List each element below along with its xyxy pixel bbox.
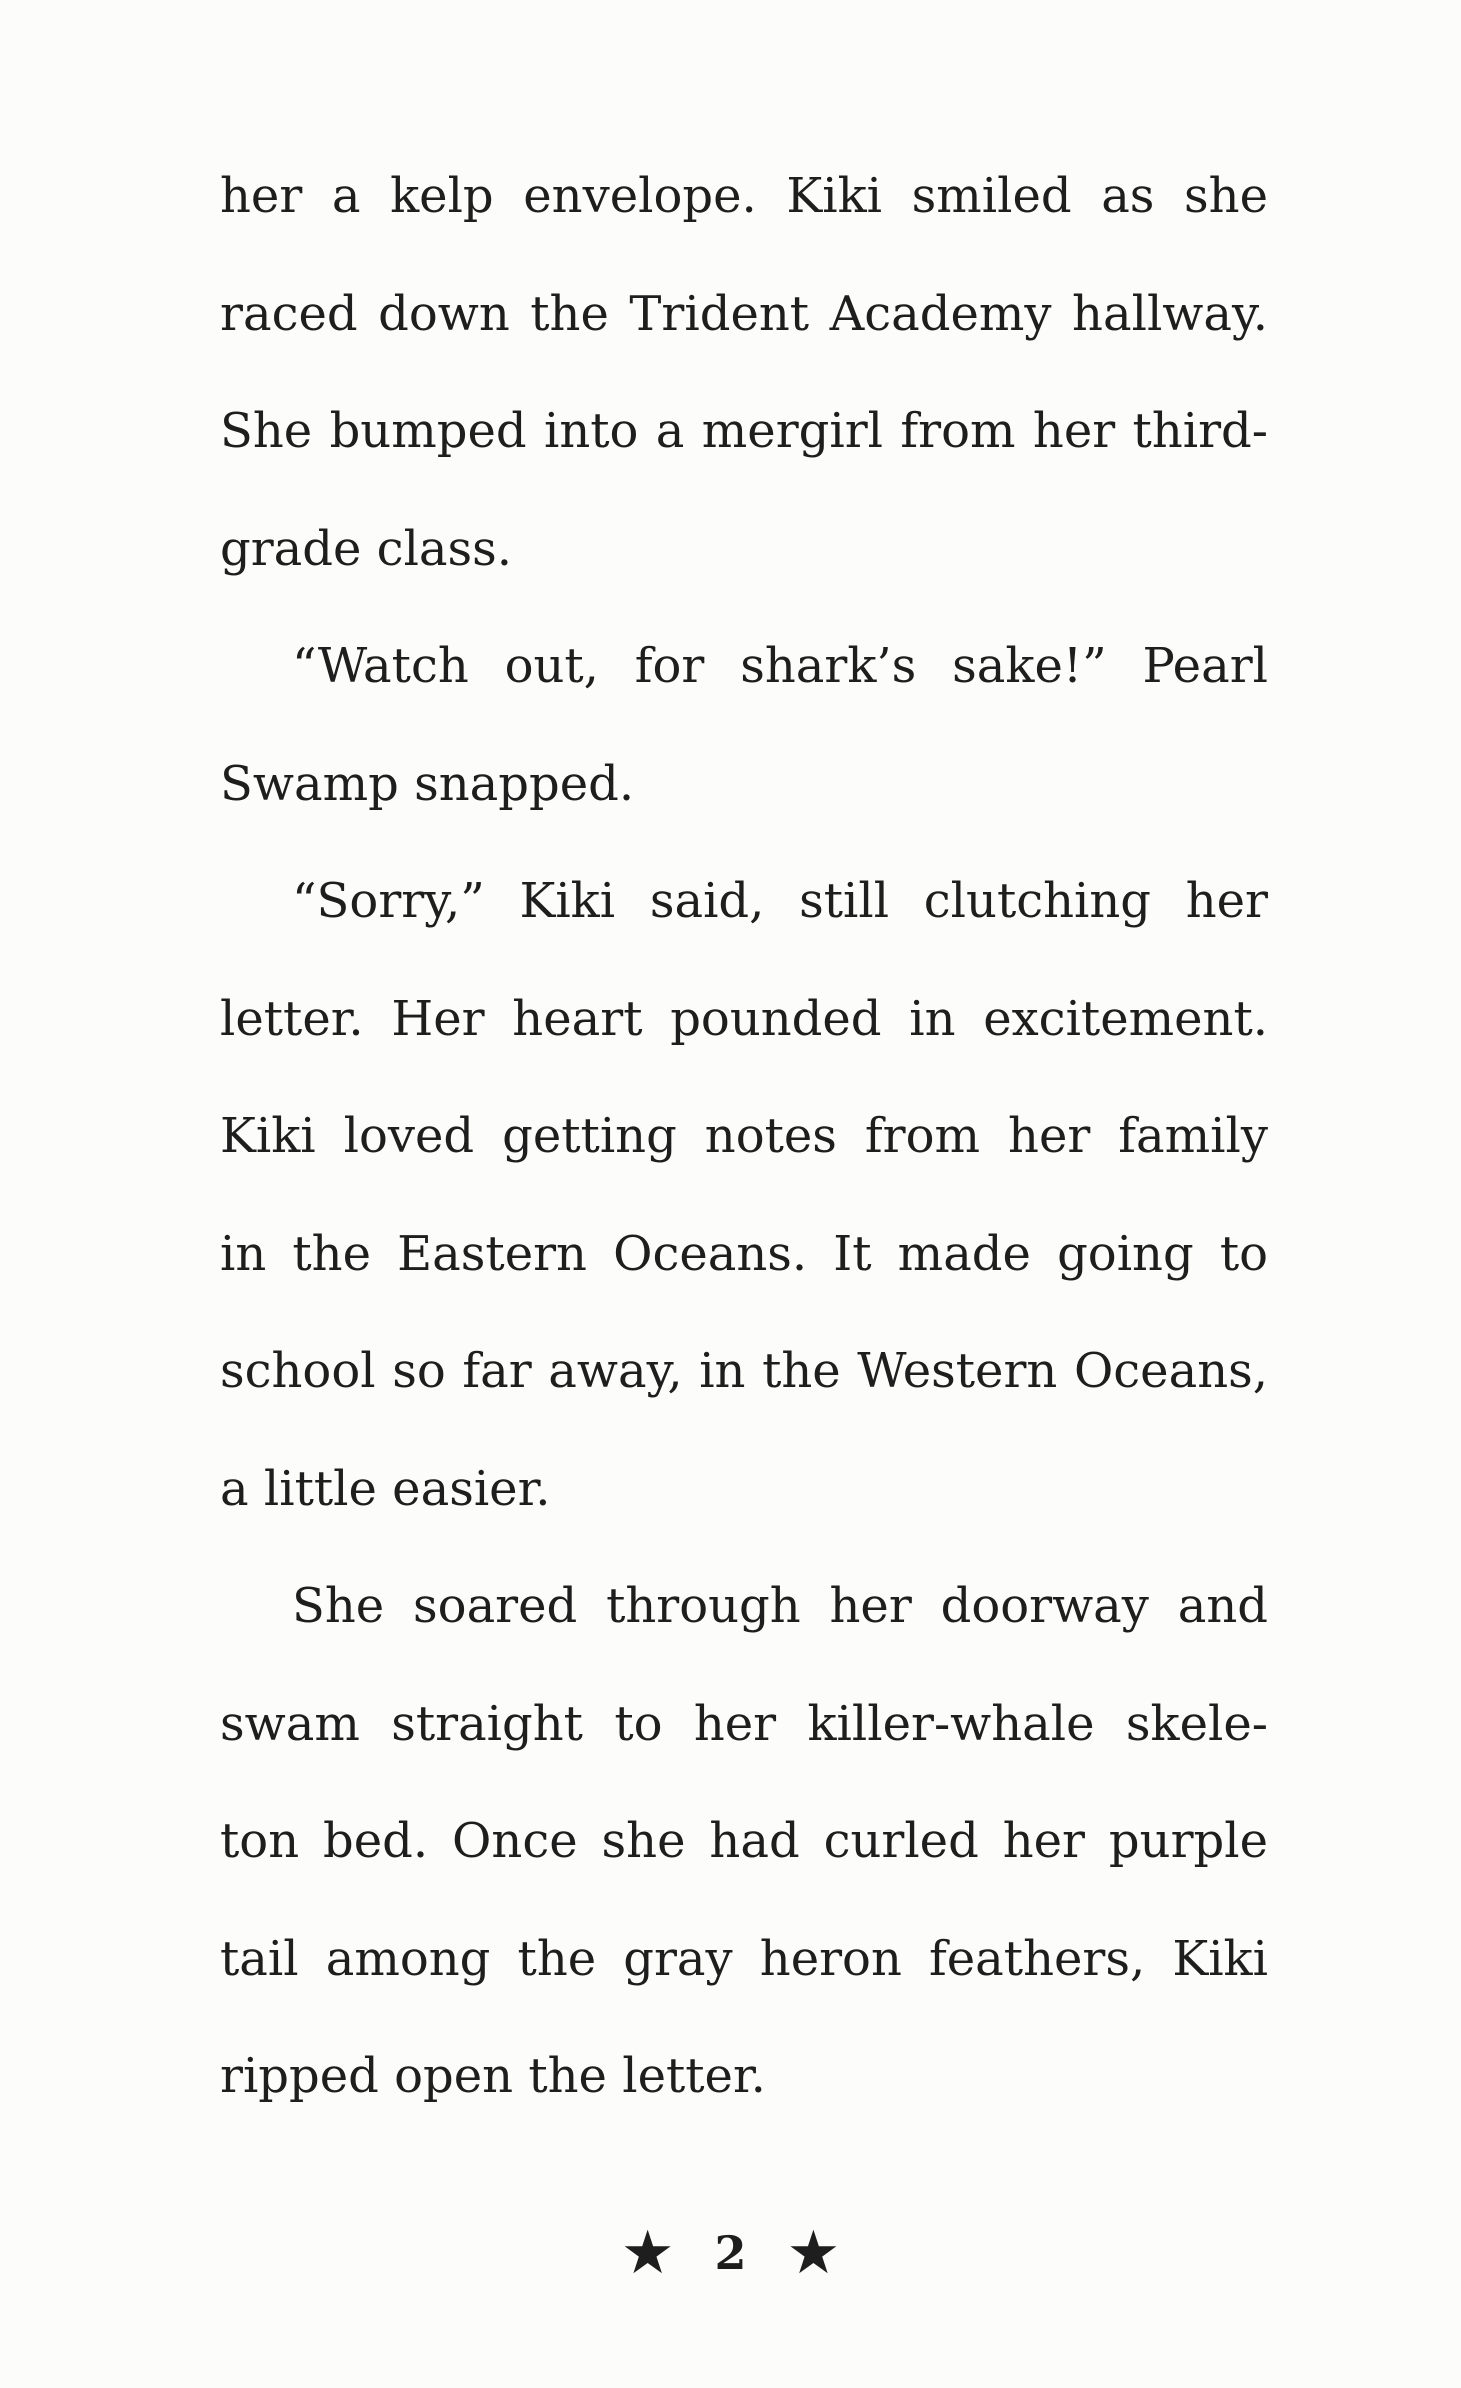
text-line: raced down the Trident Academy hallway. — [220, 285, 1268, 342]
text-line: ripped open the letter. — [220, 2048, 766, 2104]
body-text — [220, 138, 1268, 2136]
text-line: ton bed. Once she had curled her purple — [220, 1813, 1268, 1869]
text-line: tail among the gray heron feathers, Kiki — [220, 1930, 1268, 1987]
text-line: in the Eastern Oceans. It made going to — [220, 1225, 1268, 1282]
text-line: Swamp snapped. — [220, 755, 635, 812]
text-line: Kiki loved getting notes from her family — [220, 1108, 1268, 1164]
page-number: 2 — [714, 2226, 747, 2280]
text-line: “Sorry,” Kiki said, still clutching her — [292, 873, 1268, 929]
text-line: her a kelp envelope. Kiki smiled as she — [220, 168, 1268, 224]
text-line: swam straight to her killer-whale skele- — [220, 1695, 1268, 1752]
text-line: letter. Her heart pounded in excitement. — [220, 990, 1268, 1047]
page-footer — [0, 2218, 1461, 2288]
text-line: “Watch out, for shark’s sake!” Pearl — [292, 638, 1268, 694]
text-line: grade class. — [220, 520, 513, 577]
star-icon: ★ — [620, 2218, 675, 2288]
text-line: She soared through her doorway and — [292, 1578, 1268, 1634]
text-line: school so far away, in the Western Oceans, — [220, 1343, 1268, 1399]
text-line: She bumped into a mergirl from her third- — [220, 403, 1268, 459]
star-icon: ★ — [786, 2218, 841, 2288]
text-line: a little easier. — [220, 1460, 551, 1517]
